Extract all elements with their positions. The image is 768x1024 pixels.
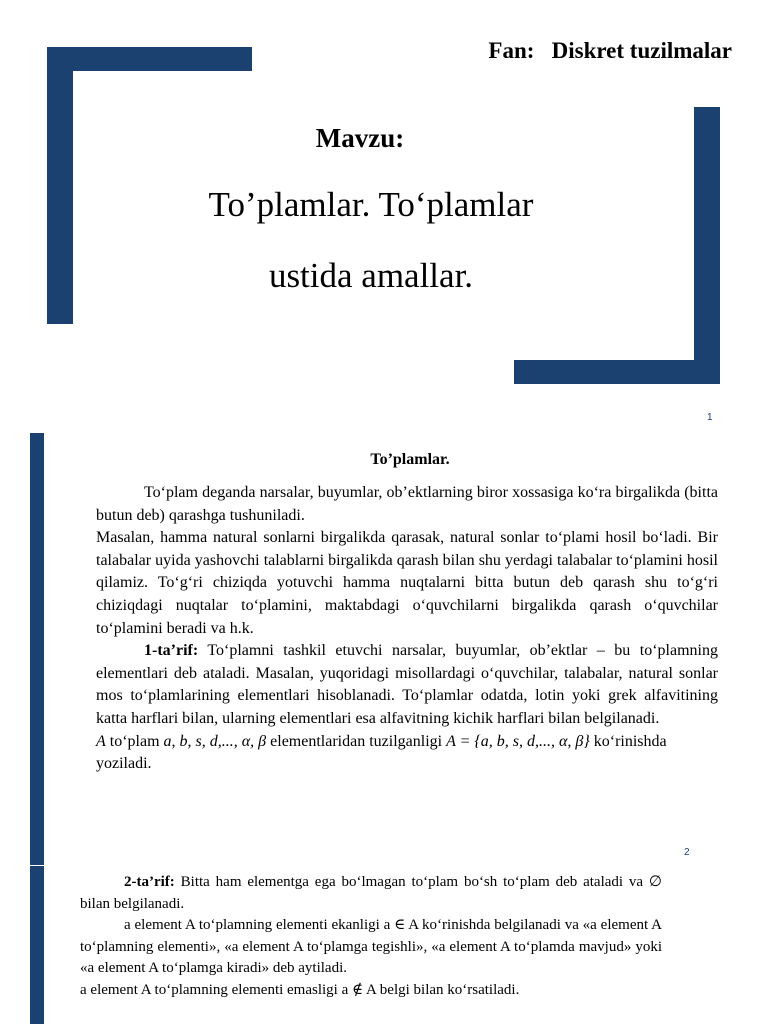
set-symbol: A <box>96 732 106 750</box>
page-number: 1 <box>707 412 713 423</box>
set-text-2: elementlaridan tuzilganligi <box>266 732 447 750</box>
frame-bar-bottom-right-horizontal <box>514 360 720 384</box>
frame-bar-top-left-horizontal <box>47 47 252 71</box>
paragraph-set-notation <box>96 731 718 776</box>
section-heading: To’plamlar. <box>370 451 450 468</box>
slide-title-line-2: ustida amallar. <box>268 256 474 295</box>
document-body <box>80 872 662 1001</box>
subject-label: Fan: Diskret tuzilmalar <box>488 38 732 63</box>
definition-2-text: Bitta ham elementga ega bo‘lmagan to‘plam bo‘sh to‘plam deb ataladi va ∅ bilan belgilanadi. <box>80 874 662 912</box>
paragraph-non-membership: a element A to‘plamning elementi emasligi a ∉ A belgi bilan ko‘rsatiladi. <box>80 981 520 998</box>
left-accent-bar <box>30 866 44 1024</box>
set-text-1: to‘plam <box>105 732 164 750</box>
paragraph-definition-1 <box>96 640 718 730</box>
paragraph-intro: To‘plam deganda narsalar, buyumlar, ob’ektlarning biror xossasiga ko‘ra birgalikda (bitta butun deb) qarashga tushuniladi. <box>96 484 718 524</box>
definitions-slide <box>0 433 768 865</box>
definition-2-label: 2-ta’rif: <box>124 874 175 890</box>
definition-1-text: To‘plamni tashkil etuvchi narsalar, buyumlar, ob’ektlar – bu to‘plamning elementlari deb ataladi. Masalan, yuqoridagi misollardagi o‘quvchilar, talabalar, natural sonlar mos to‘plamlarining elementlari hisoblanadi. To‘plamlar odatda, lotin yoki grek alfavitining katta harflari bilan, ularning elementlari esa alfavitning kichik harflari bilan belgilanadi. <box>96 642 718 727</box>
set-text-3: ko‘rinishda yoziladi. <box>96 732 667 773</box>
set-notation-formula: A = {a, b, s, d,..., α, β} <box>446 732 590 750</box>
document-body <box>96 482 718 776</box>
paragraph-examples: Masalan, hamma natural sonlarni birgalikda qarasak, natural sonlar to‘plami hosil bo‘ladi. Bir talabalar uyida yashovchi talablarni birgalikda qarash bilan shu yerdagi talabalar to‘plamini hosil qilamiz. To‘g‘ri chiziqda yotuvchi hamma nuqtalarni bitta butun deb qarash shu to‘g‘ri chiziqdagi nuqtalar to‘plamini, maktabdagi o‘quvchilarni birgalikda qarash o‘quvchilar to‘plamini beradi va h.k. <box>96 529 718 637</box>
paragraph-definition-2 <box>80 872 662 915</box>
definitions-slide-continued <box>0 866 768 1024</box>
paragraph-membership: a element A to‘plamning elementi ekanligi a ∈ A ko‘rinishda belgilanadi va «a element A to‘plamning elementi», «a element A to‘plamga tegishli», «a element A to‘plamda mavjud» yoki «a element A to‘plamga kiradi» deb aytiladi. <box>80 917 662 976</box>
slide-title-line-1: To’plamlar. To‘plamlar <box>208 185 534 224</box>
page-number: 2 <box>684 847 690 858</box>
definition-1-label: 1-ta’rif: <box>144 642 199 660</box>
topic-label: Mavzu: <box>315 123 405 153</box>
title-slide <box>0 0 768 432</box>
left-accent-bar <box>30 433 44 865</box>
element-list: a, b, s, d,..., α, β <box>163 732 267 750</box>
